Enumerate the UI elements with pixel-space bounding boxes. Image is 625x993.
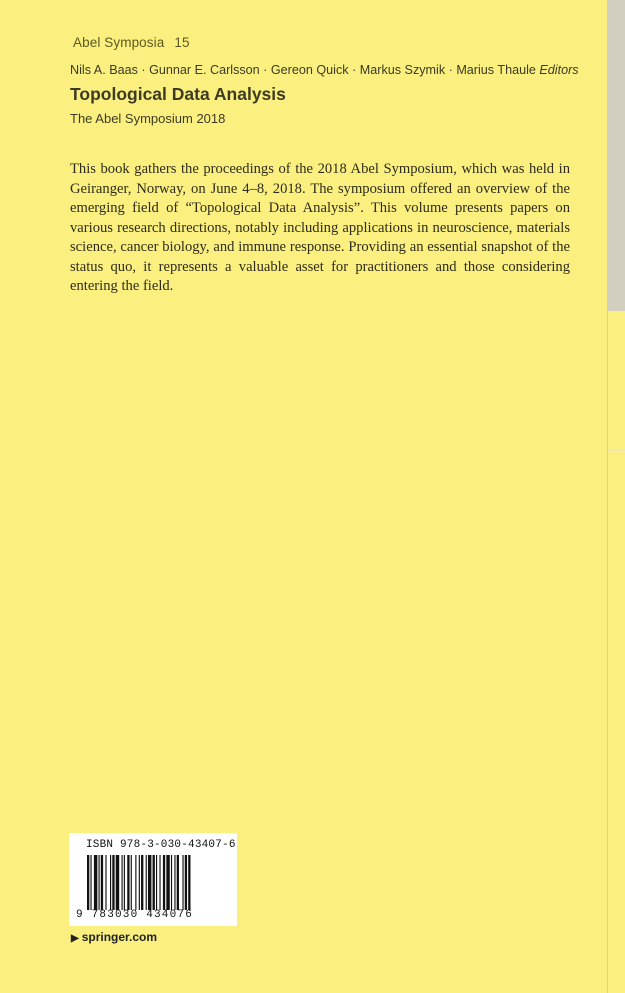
- barcode-icon: [87, 855, 227, 910]
- spine-divider: [608, 450, 625, 451]
- publisher-link[interactable]: [71, 930, 157, 944]
- series-number: 15: [174, 35, 190, 50]
- book-title: Topological Data Analysis: [70, 84, 286, 104]
- series-name: Abel Symposia: [73, 35, 165, 50]
- book-description: This book gathers the proceedings of the 2018 Abel Symposium, which was held in Geiranger, Norway, on June 4–8, 2018. The symposium offered an overview of the emerging field of “Topological Data Analysis”. This volume presents papers on various research directions, notably including applications in neuroscience, materials science, cancer biology, and immune response. Providing an essential snapshot of the status quo, it represents a valuable asset for practitioners and those considering entering the field.: [70, 161, 570, 294]
- barcode-digits: 9 783030 434076: [76, 909, 194, 921]
- spine-grey-band: [608, 0, 625, 311]
- editors-role: Editors: [539, 63, 579, 77]
- book-subtitle: The Abel Symposium 2018: [70, 111, 226, 126]
- editors-line: [70, 63, 579, 77]
- series-label: [73, 35, 190, 50]
- editor-names: Nils A. Baas · Gunnar E. Carlsson · Gereon Quick · Markus Szymik · Marius Thaule: [70, 63, 536, 77]
- isbn-label: ISBN 978-3-030-43407-6: [86, 839, 236, 851]
- barcode-panel: [69, 833, 237, 926]
- arrow-right-icon: ▶: [71, 933, 79, 944]
- publisher-url: springer.com: [81, 930, 158, 944]
